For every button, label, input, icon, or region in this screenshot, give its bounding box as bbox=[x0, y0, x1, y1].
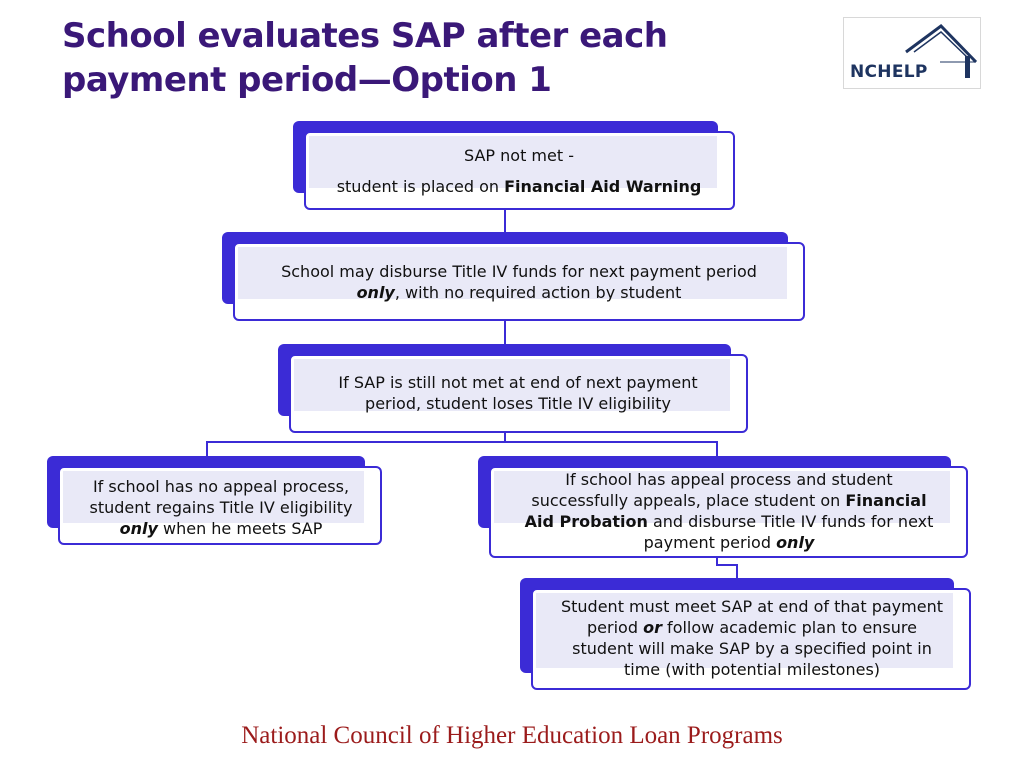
node-6-line-2-pre: period bbox=[587, 618, 644, 637]
node-5-aid-probation: Aid Probation bbox=[524, 512, 648, 531]
node-5-only: only bbox=[776, 533, 815, 552]
logo-text: NCHELP bbox=[850, 62, 928, 82]
node-5-line-1: If school has appeal process and student bbox=[565, 470, 893, 489]
node-6-or: or bbox=[643, 618, 662, 637]
connector-2-3 bbox=[504, 320, 506, 346]
node-5-line-3: and disburse Title IV funds for next bbox=[647, 512, 934, 531]
node-disburse-next-period bbox=[222, 232, 805, 321]
node-5-line-2: successfully appeals, place student on bbox=[531, 491, 846, 510]
node-1-line-2: student is placed on bbox=[336, 177, 505, 196]
node-2-only: only bbox=[356, 283, 395, 302]
node-6-line-2: follow academic plan to ensure bbox=[661, 618, 917, 637]
node-4-only: only bbox=[119, 519, 158, 538]
node-2-line-2: , with no required action by student bbox=[394, 283, 682, 302]
node-academic-plan bbox=[520, 578, 971, 690]
node-4-line-2: student regains Title IV eligibility bbox=[89, 498, 353, 517]
node-4-line-1: If school has no appeal process, bbox=[92, 477, 350, 496]
node-3-line-1: If SAP is still not met at end of next payment bbox=[338, 373, 698, 392]
node-5-financial: Financial bbox=[845, 491, 927, 510]
node-1-warning: Financial Aid Warning bbox=[504, 177, 702, 196]
connector-1-2 bbox=[504, 208, 506, 234]
slide-title-line-2: payment period—Option 1 bbox=[62, 60, 552, 100]
nchelp-logo bbox=[843, 17, 981, 89]
node-5-line-4: payment period bbox=[643, 533, 777, 552]
node-appeal-probation bbox=[478, 456, 968, 558]
connector-5-6-b bbox=[716, 564, 738, 566]
node-no-appeal-process bbox=[47, 456, 382, 545]
node-6-line-3: student will make SAP by a specified point in bbox=[572, 639, 932, 658]
node-6-line-1: Student must meet SAP at end of that payment bbox=[560, 597, 943, 616]
node-4-line-3: when he meets SAP bbox=[157, 519, 323, 538]
node-sap-not-met bbox=[293, 121, 735, 210]
slide-title bbox=[62, 14, 822, 102]
node-3-line-2: period, student loses Title IV eligibility bbox=[365, 394, 671, 413]
node-2-line-1: School may disburse Title IV funds for next payment period bbox=[281, 262, 757, 281]
node-1-line-1: SAP not met - bbox=[464, 146, 574, 165]
connector-5-6-c bbox=[736, 564, 738, 578]
node-6-line-4: time (with potential milestones) bbox=[623, 660, 881, 679]
footer-organization: National Council of Higher Education Loan Programs bbox=[241, 722, 783, 749]
slide-title-line-1: School evaluates SAP after each bbox=[62, 16, 668, 56]
connector-horizontal bbox=[206, 441, 718, 443]
node-loses-eligibility bbox=[278, 344, 748, 433]
